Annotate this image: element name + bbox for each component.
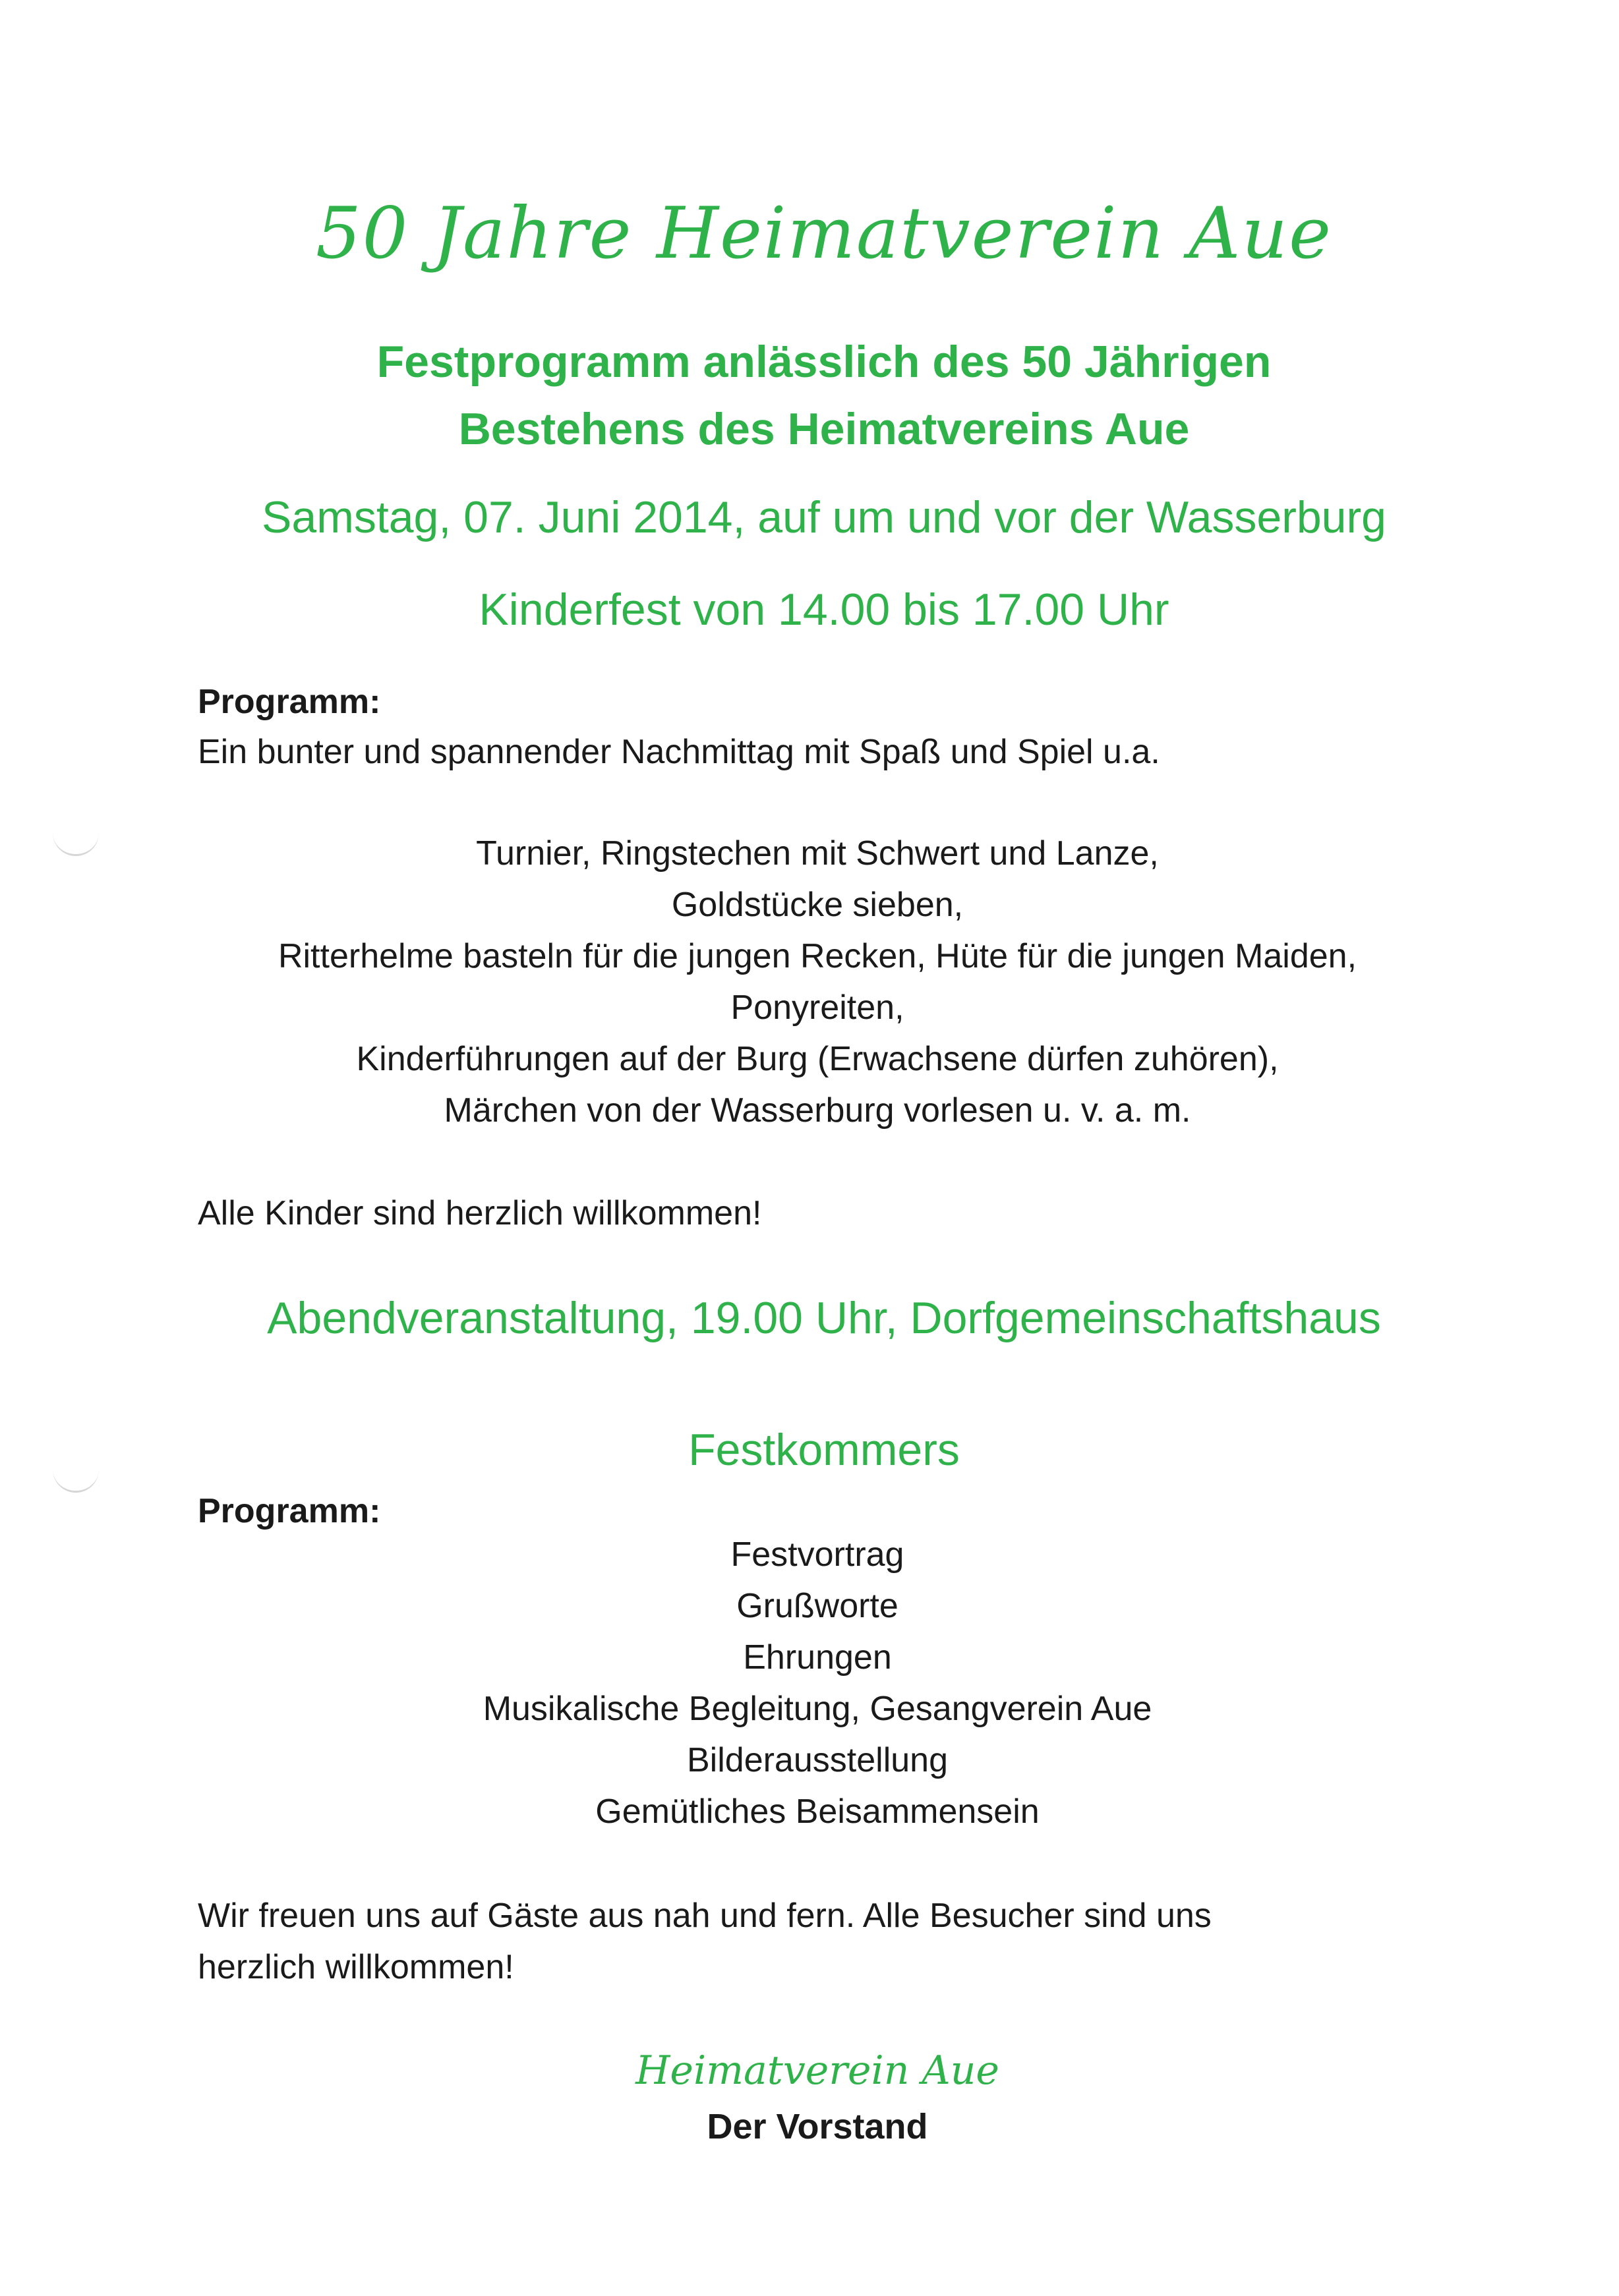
evening-program-list <box>132 1529 1503 1837</box>
signature-board: Der Vorstand <box>707 2107 928 2146</box>
list-item: Grußworte <box>736 1587 898 1625</box>
kinderfest-heading: Kinderfest von 14.00 bis 17.00 Uhr <box>479 585 1169 635</box>
list-item: Turnier, Ringstechen mit Schwert und Lanze, <box>476 834 1159 873</box>
closing-line: Wir freuen uns auf Gäste aus nah und fern. Alle Besucher sind uns <box>198 1897 1212 1935</box>
event-date-line: Samstag, 07. Juni 2014, auf um und vor der Wasserburg <box>262 492 1386 542</box>
closing-line: herzlich willkommen! <box>198 1948 514 1986</box>
subtitle <box>277 328 1371 463</box>
kinderfest-activity-list <box>132 828 1503 1136</box>
program-intro: Ein bunter und spannender Nachmittag mit Spaß und Spiel u.a. <box>198 733 1160 771</box>
kinder-welcome: Alle Kinder sind herzlich willkommen! <box>198 1194 762 1232</box>
list-item: Gemütliches Beisammensein <box>595 1793 1040 1831</box>
punch-hole-mark <box>53 1468 99 1493</box>
program-label: Programm: <box>198 1492 381 1530</box>
list-item: Musikalische Begleitung, Gesangverein Aue <box>483 1690 1152 1728</box>
evening-heading: Abendveranstaltung, 19.00 Uhr, Dorfgemeinschaftshaus <box>267 1293 1381 1343</box>
list-item: Goldstücke sieben, <box>671 886 964 924</box>
list-item: Ehrungen <box>743 1638 892 1677</box>
list-item: Bilderausstellung <box>686 1741 949 1779</box>
subtitle-line: Bestehens des Heimatvereins Aue <box>458 404 1190 454</box>
festkommers-heading: Festkommers <box>688 1425 960 1475</box>
program-label: Programm: <box>198 683 381 721</box>
list-item: Ponyreiten, <box>730 989 904 1027</box>
list-item: Ritterhelme basteln für die jungen Recken, Hüte für die jungen Maiden, <box>278 937 1357 975</box>
list-item: Festvortrag <box>730 1535 904 1574</box>
closing-paragraph <box>198 1890 1437 1993</box>
list-item: Märchen von der Wasserburg vorlesen u. v. a. m. <box>444 1091 1191 1130</box>
signature-organization: Heimatverein Aue <box>635 2048 999 2094</box>
punch-hole-mark <box>53 832 99 856</box>
list-item: Kinderführungen auf der Burg (Erwachsene dürfen zuhören), <box>356 1040 1279 1078</box>
subtitle-line: Festprogramm anlässlich des 50 Jährigen <box>376 337 1272 387</box>
page-title: 50 Jahre Heimatverein Aue <box>315 192 1333 275</box>
